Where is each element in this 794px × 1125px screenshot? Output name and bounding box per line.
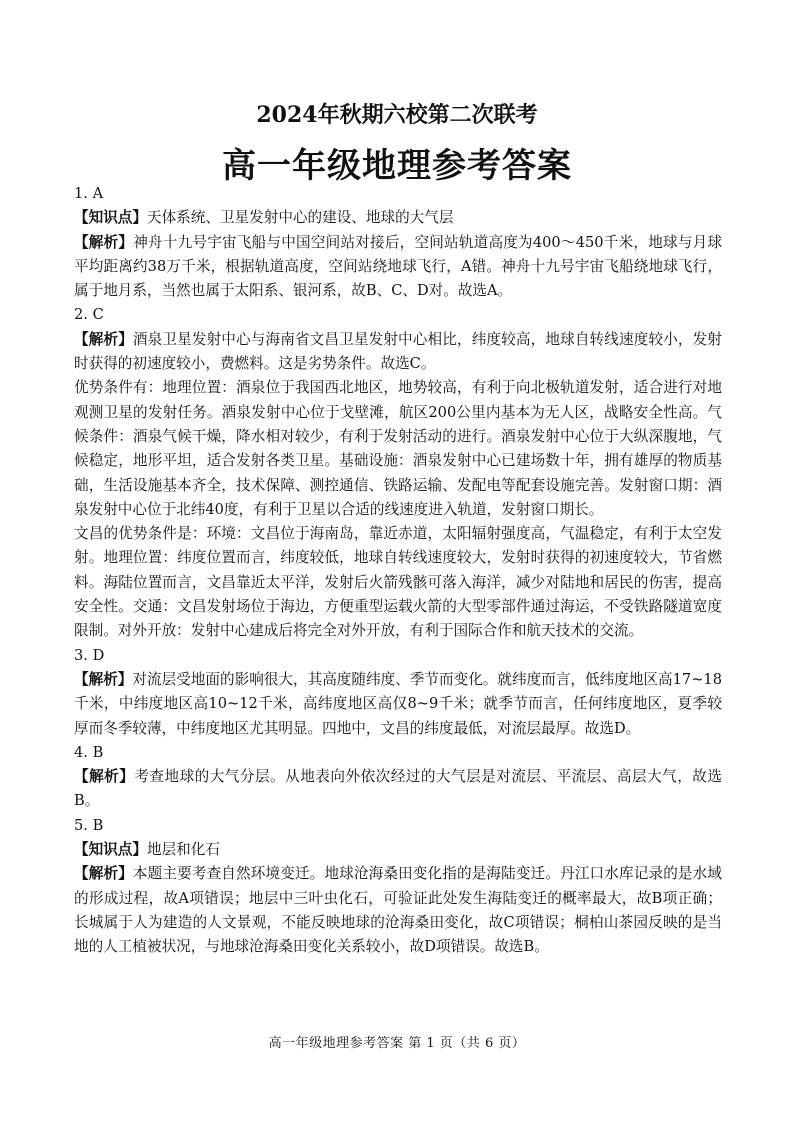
explanation-paragraph — [74, 522, 722, 643]
question-answer: 4. B — [74, 743, 104, 761]
paragraph-text: 考查地球的大气分层。从地表向外依次经过的大气层是对流层、平流层、高层大气，故选B。 — [74, 768, 722, 810]
question-answer: 5. B — [74, 816, 104, 834]
page-title: 高一年级地理参考答案 — [222, 146, 572, 186]
section-tag: 【知识点】 — [74, 209, 147, 227]
paragraph-text: 酒泉卫星发射中心与海南省文昌卫星发射中心相比，纬度较高，地球自转线速度较小，发射时获得的初速度较小，费燃料。这是劣势条件。故选C。 — [74, 330, 722, 373]
paragraph-text: 地层和化石 — [146, 841, 220, 859]
question-answer: 1. A — [74, 185, 104, 202]
answer-content — [74, 182, 722, 960]
explanation-paragraph — [74, 668, 722, 741]
exam-subtitle: 2024年秋期六校第二次联考 — [256, 102, 538, 128]
page-footer: 高一年级地理参考答案 第 1 页（共 6 页） — [268, 1036, 526, 1051]
question-answer: 3. D — [74, 646, 105, 664]
section-tag: 【解析】 — [74, 330, 133, 348]
section-tag: 【解析】 — [74, 670, 133, 688]
paragraph-text: 对流层受地面的影响很大，其高度随纬度、季节而变化。就纬度而言，低纬度地区高17~18千米，中纬度地区高10~12千米，高纬度地区高仅8~9千米；就季节而言，任何纬度地区，夏季较厚而冬季较薄，中纬度地区尤其明显。四地中，文昌的纬度最低，对流层最厚。故选D。 — [74, 670, 722, 737]
section-tag: 【解析】 — [74, 233, 134, 251]
paragraph-text: 文昌的优势条件是：环境：文昌位于海南岛，靠近赤道，太阳辐射强度高，气温稳定，有利于太空发射。地理位置：纬度位置而言，纬度较低，地球自转线速度较大，发射时获得的初速度较大，节省燃料。海陆位置而言，文昌靠近太平洋，发射后火箭残骸可落入海洋，减少对陆地和居民的伤害，提高安全性。交通：文昌发射场位于海边，方便重型运载火箭的大型零部件通过海运，不受铁路隧道宽度限制。对外开放：发射中心建成后将完全对外开放，有利于国际合作和航天技术的交流。 — [74, 525, 722, 640]
section-tag: 【解析】 — [74, 865, 133, 883]
section-tag: 【知识点】 — [74, 841, 147, 859]
explanation-paragraph — [74, 206, 722, 230]
explanation-paragraph — [74, 862, 722, 959]
explanation-paragraph — [74, 328, 722, 377]
paragraph-text: 天体系统、卫星发射中心的建设、地球的大气层 — [146, 209, 454, 227]
explanation-paragraph — [74, 838, 722, 862]
section-tag: 【解析】 — [74, 768, 135, 786]
explanation-paragraph — [74, 765, 722, 814]
explanation-paragraph — [74, 231, 722, 304]
paragraph-text: 神舟十九号宇宙飞船与中国空间站对接后，空间站轨道高度为400～450千米，地球与月球平均距离约38万千米，根据轨道高度，空间站绕地球飞行，A错。神舟十九号宇宙飞船绕地球飞行，属于地月系，当然也属于太阳系、银河系，故B、C、D对。故选A。 — [74, 233, 722, 300]
explanation-paragraph — [74, 376, 722, 522]
paragraph-text: 优势条件有：地理位置：酒泉位于我国西北地区，地势较高，有利于向北极轨道发射，适合进行对地观测卫星的发射任务。酒泉发射中心位于戈壁滩，航区200公里内基本为无人区，战略安全性高。气候条件：酒泉气候干燥，降水相对较少，有利于发射活动的进行。酒泉发射中心位于大纵深腹地，气候稳定，地形平坦，适合发射各类卫星。基础设施：酒泉发射中心已建场数十年，拥有雄厚的物质基础，生活设施基本齐全，技术保障、测控通信、铁路运输、发配电等配套设施完善。发射窗口期：酒泉发射中心位于北纬40度，有利于卫星以合适的线速度进入轨道，发射窗口期长。 — [74, 379, 722, 518]
question-answer: 2. C — [74, 306, 104, 324]
paragraph-text: 本题主要考查自然环境变迁。地球沧海桑田变化指的是海陆变迁。丹江口水库记录的是水域的形成过程，故A项错误；地层中三叶虫化石，可验证此处发生海陆变迁的概率最大，故B项正确；长城属于人为建造的人文景观，不能反映地球的沧海桑田变化，故C项错误；桐柏山茶园反映的是当地的人工植被状况，与地球沧海桑田变化关系较小，故D项错误。故选B。 — [74, 865, 722, 956]
